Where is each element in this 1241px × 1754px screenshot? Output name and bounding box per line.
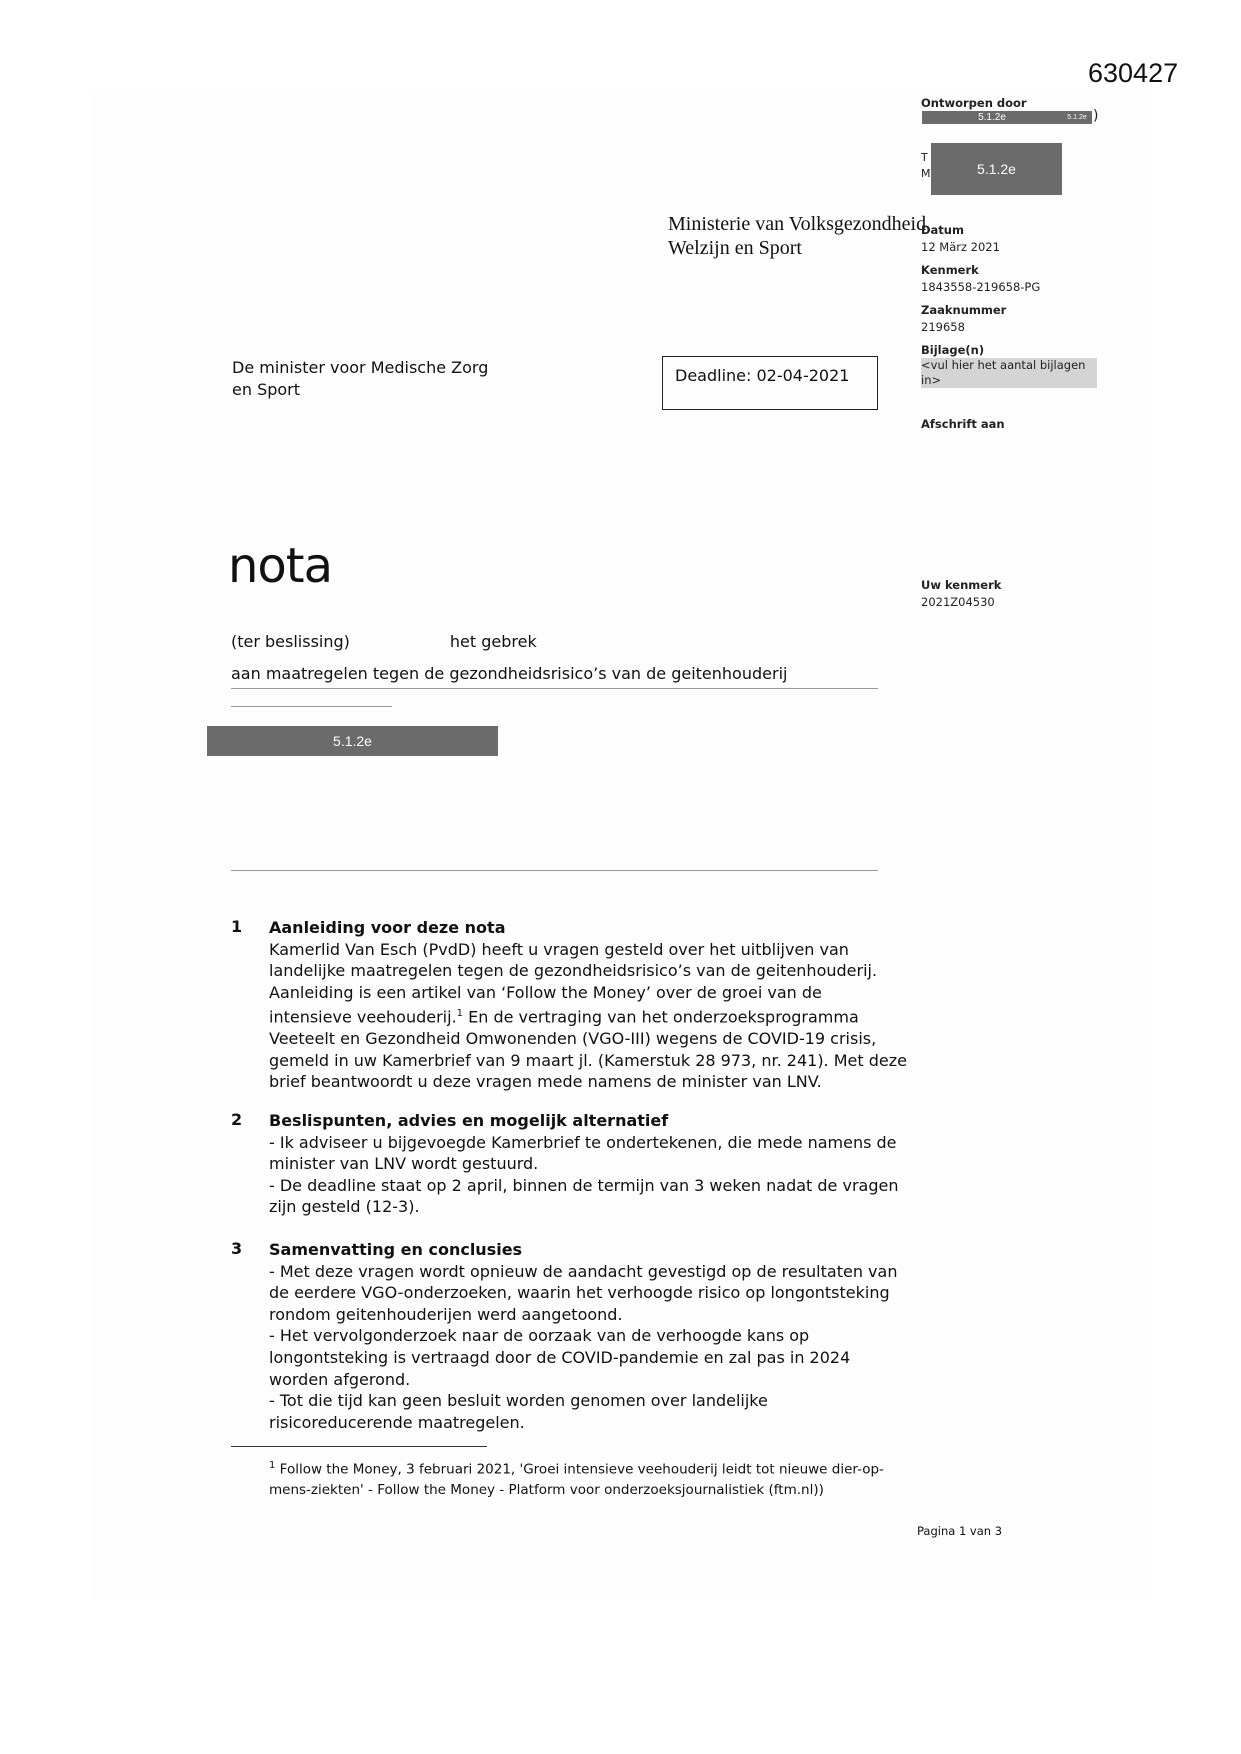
addressee-line-2: en Sport bbox=[232, 380, 301, 399]
section-3-point-1: - Met deze vragen wordt opnieuw de aandacht gevestigd op de resultaten van de eerdere VGO-onderzoeken, waarin het verhoogde risico op longontsteking rondom geitenhouderijen werd aangetoond. bbox=[269, 1261, 898, 1324]
section-2-number: 2 bbox=[231, 1110, 243, 1129]
deadline-box bbox=[662, 356, 878, 410]
footnote-number: 1 bbox=[269, 1460, 276, 1471]
section-2-point-1: - Ik adviseer u bijgevoegde Kamerbrief te ondertekenen, die mede namens de minister van LNV wordt gestuurd. bbox=[269, 1132, 897, 1174]
ministry-name bbox=[668, 212, 931, 260]
ministry-line-1: Ministerie van Volksgezondheid, bbox=[668, 213, 932, 235]
zaaknummer-field bbox=[921, 303, 1006, 334]
section-1-heading: Aanleiding voor deze nota bbox=[269, 918, 506, 937]
bijlage-placeholder: <vul hier het aantal bijlagen in> bbox=[921, 358, 1097, 388]
phone-letter: T bbox=[921, 151, 928, 164]
drafted-by-paren: ) bbox=[1093, 108, 1099, 124]
section-1-number: 1 bbox=[231, 917, 243, 936]
page-number: Pagina 1 van 3 bbox=[917, 1524, 1003, 1538]
uw-kenmerk-value: 2021Z04530 bbox=[921, 595, 995, 609]
section-1 bbox=[269, 917, 909, 1093]
section-2-point-2: - De deadline staat op 2 april, binnen de termijn van 3 weken nadat de vragen zijn gesteld (12-3). bbox=[269, 1175, 899, 1217]
mobile-letter: M bbox=[921, 167, 931, 180]
zaaknummer-label: Zaaknummer bbox=[921, 303, 1007, 317]
deadline-text: Deadline: 02-04-2021 bbox=[675, 366, 850, 385]
uw-kenmerk-field bbox=[921, 578, 1001, 609]
section-2 bbox=[269, 1110, 909, 1218]
date-value: 12 März 2021 bbox=[921, 240, 1000, 254]
footnote bbox=[269, 1456, 919, 1500]
footnote-text: Follow the Money, 3 februari 2021, 'Groei intensieve veehouderij leidt tot nieuwe dier-op-mens-ziekten' - Follow the Money - Platform voor onderzoeksjournalistiek (ftm.nl)) bbox=[269, 1461, 884, 1498]
drafted-by-label: Ontworpen door bbox=[921, 96, 1027, 110]
bijlage-field bbox=[921, 343, 1097, 388]
page-title: nota bbox=[228, 538, 333, 594]
afschrift-label: Afschrift aan bbox=[921, 417, 1005, 431]
redaction-drafted-by: 5.1.2e bbox=[922, 111, 1062, 124]
date-field bbox=[921, 223, 1000, 254]
kenmerk-field bbox=[921, 263, 1040, 294]
subject-divider bbox=[231, 688, 878, 689]
subject-part-1: het gebrek bbox=[449, 632, 537, 651]
section-3-heading: Samenvatting en conclusies bbox=[269, 1240, 523, 1259]
uw-kenmerk-label: Uw kenmerk bbox=[921, 578, 1002, 592]
section-divider bbox=[231, 870, 878, 871]
subject-part-2: aan maatregelen tegen de gezondheidsrisico’s van de geitenhouderij bbox=[231, 664, 788, 683]
document-id: 630427 bbox=[1088, 58, 1179, 88]
addressee bbox=[232, 357, 488, 401]
section-3-point-3: - Tot die tijd kan geen besluit worden genomen over landelijke risicoreducerende maatregelen. bbox=[269, 1391, 768, 1432]
section-3 bbox=[269, 1239, 909, 1433]
afschrift-field bbox=[921, 417, 1005, 431]
addressee-line-1: De minister voor Medische Zorg bbox=[232, 358, 489, 377]
ministry-line-2: Welzijn en Sport bbox=[668, 237, 802, 259]
footnote-reference: 1 bbox=[456, 1008, 464, 1020]
redaction-main: 5.1.2e bbox=[207, 726, 498, 756]
bijlage-label: Bijlage(n) bbox=[921, 343, 985, 357]
zaaknummer-value: 219658 bbox=[921, 320, 965, 334]
redaction-drafted-by-small: 5.1.2e bbox=[1062, 111, 1092, 124]
kenmerk-label: Kenmerk bbox=[921, 263, 979, 277]
section-3-point-2: - Het vervolgonderzoek naar de oorzaak van de verhoogde kans op longontsteking is vertraagd door de COVID-pandemie en zal pas in 2024 worden afgerond. bbox=[269, 1326, 851, 1389]
section-3-number: 3 bbox=[231, 1239, 243, 1258]
section-2-heading: Beslispunten, advies en mogelijk alternatief bbox=[269, 1111, 669, 1130]
subject bbox=[231, 626, 787, 690]
short-divider bbox=[231, 706, 392, 707]
subject-prefix: (ter beslissing) bbox=[231, 632, 350, 651]
footnote-divider bbox=[231, 1446, 487, 1447]
kenmerk-value: 1843558-219658-PG bbox=[921, 280, 1041, 294]
section-1-text: Kamerlid Van Esch (PvdD) heeft u vragen gesteld over het uitblijven van landelijke maatregelen tegen de gezondheidsrisico’s van de geitenhouderij. Aanleiding is een artikel van ‘Follow the Money’ over de groei van de intensieve veehouderij.$^1$ En de vertraging van het onderzoeksprogramma Veeteelt en Gezondheid Omwonenden (VGO-III) wegens de COVID-19 crisis, gemeld in uw Kamerbrief van 9 maart jl. (Kamerstuk 28 973, nr. 241). Met deze brief beantwoordt u deze vragen mede namens de minister van LNV. bbox=[269, 939, 907, 1092]
redaction-contact: 5.1.2e bbox=[931, 143, 1062, 195]
date-label: Datum bbox=[921, 223, 964, 237]
